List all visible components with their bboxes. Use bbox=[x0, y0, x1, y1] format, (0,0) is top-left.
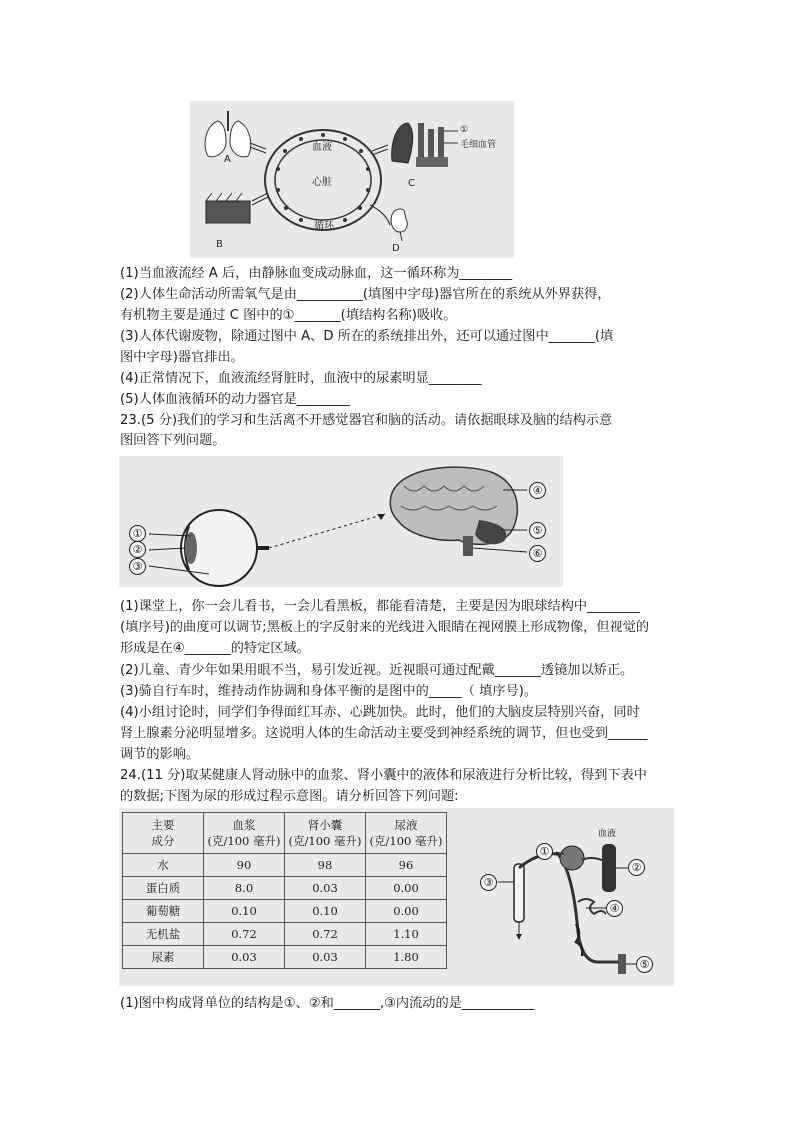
header-component: 主要 成分 bbox=[123, 813, 204, 854]
eyeball-icon bbox=[181, 510, 269, 586]
villi-icon bbox=[392, 123, 458, 167]
eye-label-1: ① bbox=[129, 525, 146, 542]
capillary-label: 毛细血管 bbox=[460, 140, 497, 150]
nephron-label-3: ③ bbox=[480, 874, 497, 891]
brain-icon bbox=[390, 467, 517, 556]
nephron-label-4: ④ bbox=[606, 900, 623, 917]
circulation-figure bbox=[190, 101, 514, 258]
q23-line-6: (4)小组讨论时，同学们争得面红耳赤、心跳加快。此时，他们的大脑皮层特别兴奋，同时 bbox=[120, 705, 640, 720]
q24-intro-2: 的数据;下图为尿的形成过程示意图。请分析回答下列问题: bbox=[120, 789, 459, 804]
eye-brain-diagram bbox=[119, 456, 563, 587]
q24-line-1: (1)图中构成肾单位的结构是①、②和_______,③内流动的是___________ bbox=[120, 996, 535, 1011]
label-a: A bbox=[224, 154, 231, 165]
nephron-label-1: ① bbox=[536, 843, 553, 860]
q22-line-6: (4)正常情况下，血液流经肾脏时，血液中的尿素明显________ bbox=[120, 371, 482, 386]
skin-icon bbox=[206, 193, 250, 223]
nephron-label-2: ② bbox=[628, 859, 645, 876]
q23-line-2: (填序号)的曲度可以调节;黑板上的字反射来的光线进入眼睛在视网膜上形成物像，但视觉的 bbox=[120, 620, 650, 635]
q23-line-1: (1)课堂上，你一会儿看书，一会儿看黑板，都能看清楚，主要是因为眼球结构中________ bbox=[120, 599, 640, 614]
label-c: C bbox=[408, 178, 415, 189]
eye-label-2: ② bbox=[129, 541, 146, 558]
brain-label-4: ④ bbox=[529, 482, 546, 499]
brain-label-5: ⑤ bbox=[529, 522, 546, 539]
q23-line-5: (3)骑自行车时，维持动作协调和身体平衡的是图中的_____（ 填序号)。 bbox=[120, 684, 538, 699]
label-b: B bbox=[216, 239, 223, 250]
nephron-label-5: ⑤ bbox=[636, 956, 653, 973]
q22-line-7: (5)人体血液循环的动力器官是________ bbox=[120, 392, 350, 407]
table-row: 尿素 0.03 0.03 1.80 bbox=[123, 946, 447, 969]
q22-line-5: 图中字母)器官排出。 bbox=[120, 350, 244, 365]
q22-line-4: (3)人体代谢废物，除通过图中 A、D 所在的系统排出外，还可以通过图中_______(填 bbox=[120, 329, 614, 344]
ring-top-label: 血液 bbox=[312, 142, 332, 153]
header-urine: 尿液 (克/100 毫升) bbox=[366, 813, 447, 854]
blood-label: 血液 bbox=[598, 829, 617, 839]
brain-label-6: ⑥ bbox=[529, 545, 546, 562]
eye-brain-figure bbox=[119, 456, 563, 587]
heart-label: 心脏 bbox=[312, 177, 332, 188]
q23-intro-2: 图回答下列问题。 bbox=[120, 433, 226, 448]
q23-intro-1: 23.(5 分)我们的学习和生活离不开感觉器官和脑的活动。请依据眼球及脑的结构示意 bbox=[120, 413, 613, 428]
ring-bottom-label: 循环 bbox=[314, 221, 334, 232]
header-capsule: 肾小囊 (克/100 毫升) bbox=[285, 813, 366, 854]
table-row: 蛋白质 8.0 0.03 0.00 bbox=[123, 877, 447, 900]
eye-label-3: ③ bbox=[129, 558, 146, 575]
q22-line-2: (2)人体生命活动所需氧气是由__________(填图中字母)器官所在的系统从外界获得， bbox=[120, 287, 611, 302]
table-row: 水 90 98 96 bbox=[123, 854, 447, 877]
table-row: 葡萄糖 0.10 0.10 0.00 bbox=[123, 900, 447, 923]
villi-mark-1: ① bbox=[460, 125, 469, 135]
q22-line-3: 有机物主要是通过 C 图中的①_______(填结构名称)吸收。 bbox=[120, 308, 457, 323]
q23-line-4: (2)儿童、青少年如果用眼不当，易引发近视。近视眼可通过配戴_______透镜加以矫正。 bbox=[120, 663, 634, 678]
lungs-icon bbox=[205, 111, 251, 157]
table-header-row bbox=[123, 813, 447, 854]
q23-line-3: 形成是在④_______的特定区域。 bbox=[120, 641, 310, 656]
q24-intro-1: 24.(11 分)取某健康人肾动脉中的血浆、肾小囊中的液体和尿液进行分析比较，得到下表中 bbox=[120, 768, 647, 783]
header-plasma: 血浆 (克/100 毫升) bbox=[204, 813, 285, 854]
q23-line-8: 调节的影响。 bbox=[120, 747, 200, 762]
table-row: 无机盐 0.72 0.72 1.10 bbox=[123, 923, 447, 946]
kidney-icon bbox=[391, 209, 407, 241]
composition-table bbox=[122, 812, 447, 969]
nephron-figure bbox=[478, 812, 670, 984]
q22-line-1: (1)当血液流经 A 后，由静脉血变成动脉血，这一循环称为________ bbox=[120, 266, 513, 281]
label-d: D bbox=[392, 243, 400, 254]
q23-line-7: 肾上腺素分泌明显增多。这说明人体的生命活动主要受到神经系统的调节，但也受到______ bbox=[120, 726, 648, 741]
